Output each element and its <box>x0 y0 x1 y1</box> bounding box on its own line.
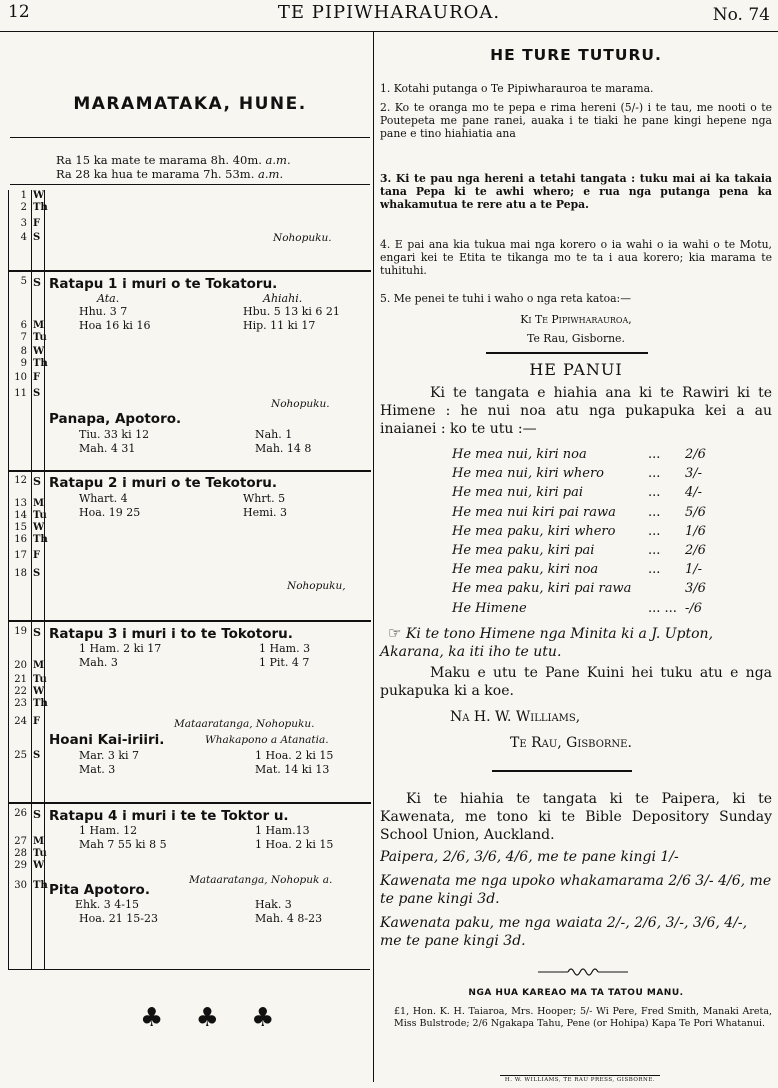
lesson: 1 Ham.13 <box>255 824 310 837</box>
subscriptions-list: £1, Hon. K. H. Taiaroa, Mrs. Hooper; 5/- Wi Pere, Fred Smith, Manaki Areta, Miss Bulstrode; 2/6 Ngakapa Tahu, Pene (or Hohipa) Kapa Te Pori Whatanui. <box>394 1006 772 1029</box>
day-number: 25 <box>14 750 27 761</box>
day-letter: F <box>33 372 41 383</box>
divider <box>10 137 370 138</box>
item-price: 3/- <box>685 466 703 482</box>
bible-intro: Ki te hiahia te tangata ki te Paipera, ki te Kawenata, me tono ki te Bible Depository Sunday School Union, Auckland. <box>380 791 772 843</box>
lesson: Mat. 14 ki 13 <box>255 763 330 776</box>
address-line: Ki Te Pipiwharauroa, <box>520 313 632 326</box>
lesson: Hemi. 3 <box>243 506 288 519</box>
day-number: 7 <box>20 332 27 343</box>
lesson: Hbu. 5 13 ki 6 21 <box>243 305 340 318</box>
lesson: 1 Pit. 4 7 <box>259 656 310 669</box>
event-title: Hoani Kai-iriiri. <box>49 732 165 748</box>
day-number: 30 <box>14 880 27 891</box>
item-price: 2/6 <box>685 543 706 558</box>
day-number: 26 <box>14 808 27 819</box>
wavy-rule-ornament <box>538 965 628 979</box>
event-title: Pita Apotoro. <box>49 882 150 898</box>
event-title: Ratapu 1 i muri o te Tokatoru. <box>49 276 278 292</box>
day-letter: S <box>33 568 41 579</box>
lesson: Nah. 1 <box>255 428 293 441</box>
item-price: 3/6 <box>685 581 706 597</box>
price-row <box>452 523 706 539</box>
leader-dots: ... <box>648 504 661 520</box>
moon-phase-2: Ra 28 ka hua te marama 7h. 53m. a.m. <box>56 167 284 181</box>
rule-2: 2. Ko te oranga mo te pepa e rima hereni (5/-) i te tau, me nooti o te Poutepeta me pane ranei, auaka i te tiaki he pane kingi hepene nga pane e tino hiahiatia ana <box>380 101 772 140</box>
rules-title: HE TURE TUTURU. <box>490 46 662 64</box>
divider <box>492 770 632 772</box>
day-number: 13 <box>14 498 27 509</box>
lesson: 1 Ham. 2 ki 17 <box>79 642 162 655</box>
day-number: 28 <box>14 848 27 859</box>
signature-place: Te Rau, Gisborne. <box>510 735 632 751</box>
day-number: 18 <box>14 568 27 579</box>
lesson: Mah 7 55 ki 8 5 <box>79 838 167 851</box>
day-number: 14 <box>14 510 27 521</box>
day-number: 5 <box>20 276 27 287</box>
club-ornament-icon: ♣ ♣ ♣ <box>140 1003 287 1033</box>
week-separator <box>9 270 371 272</box>
leader-dots: ... <box>648 543 661 558</box>
event-title: Ratapu 4 i muri i te te Toktor u. <box>49 808 289 824</box>
leader-dots: ... <box>648 562 661 578</box>
day-letter: M <box>33 660 45 671</box>
item-name: He mea paku, kiri whero <box>452 523 616 539</box>
day-letter: W <box>33 346 45 357</box>
item-name: He Himene <box>452 600 527 616</box>
lesson: Ehk. 3 4-15 <box>75 898 139 911</box>
evening-label: Ahiahi. <box>263 292 303 305</box>
note-nohopuku: Nohopuku, <box>287 580 346 592</box>
price-row <box>452 562 703 578</box>
day-number: 29 <box>14 860 27 871</box>
day-number: 6 <box>20 320 27 331</box>
day-number: 20 <box>14 660 27 671</box>
event-title: Ratapu 3 i muri i to te Tokotoru. <box>49 626 293 642</box>
day-letter: Th <box>33 358 48 369</box>
day-number: 27 <box>14 836 27 847</box>
rule-3: 3. Ki te pau nga hereni a tetahi tangata : tuku mai ai ka takaia tana Pepa ki te awhi whero; e rua nga putanga pena ka whakamutua te rere atu a te Pepa. <box>380 172 772 211</box>
page-number: 12 <box>8 2 30 22</box>
notice-title: HE PANUI <box>529 360 623 379</box>
lesson: Mah. 3 <box>79 656 118 669</box>
day-number: 10 <box>14 372 27 383</box>
subscriptions-title: NGA HUA KAREAO MA TA TATOU MANU. <box>468 988 684 998</box>
day-letter: F <box>33 550 41 561</box>
item-name: He mea nui kiri pai rawa <box>452 504 616 520</box>
note-nohopuku: Nohopuku. <box>271 398 330 410</box>
day-number: 2 <box>20 202 27 213</box>
lesson: Mar. 3 ki 7 <box>79 749 140 762</box>
testament-price: Kawenata me nga upoko whakamarama 2/6 3/- 4/6, me te pane kingi 3d. <box>380 873 772 907</box>
minister-note: ☞ Ki te tono Himene nga Minita ki a J. Upton, Akarana, ka iti iho te utu. <box>380 624 714 660</box>
day-letter: Th <box>33 534 48 545</box>
day-number: 3 <box>20 218 27 229</box>
small-testament-price: Kawenata paku, me nga waiata 2/-, 2/6, 3/-, 3/6, 4/-, me te pane kingi 3d. <box>380 915 748 949</box>
leader-dots: ... <box>648 485 661 501</box>
divider <box>10 184 370 185</box>
issue-number: No. 74 <box>712 5 770 25</box>
day-letter: Th <box>33 698 48 709</box>
day-number: 24 <box>14 716 27 727</box>
price-row <box>452 543 706 558</box>
lesson: Hoa. 19 25 <box>79 506 141 519</box>
rule-4: 4. E pai ana kia tukua mai nga korero o ia wahi o ia wahi o te Motu, engari kei te Etita te tikanga mo te ta i aua korero; kia marama te tuhituhi. <box>380 238 772 277</box>
item-name: He mea nui, kiri whero <box>452 466 605 482</box>
moon-phase-1: Ra 15 ka mate te marama 8h. 40m. a.m. <box>56 153 291 167</box>
item-price: 2/6 <box>685 447 706 462</box>
price-row <box>452 466 703 482</box>
day-letter: S <box>33 750 41 761</box>
page-header <box>0 0 778 32</box>
lesson: Mah. 4 8-23 <box>255 912 323 925</box>
day-letter: F <box>33 716 41 727</box>
price-row <box>452 485 703 501</box>
day-number: 11 <box>14 388 27 399</box>
lesson: 1 Hoa. 2 ki 15 <box>255 838 334 851</box>
item-name: He mea paku, kiri noa <box>452 562 599 578</box>
rule-1: 1. Kotahi putanga o Te Pipiwharauroa te marama. <box>380 82 654 95</box>
day-number: 12 <box>14 475 27 486</box>
lesson: Mah. 4 31 <box>79 442 136 455</box>
note-mataaratanga: Mataaratanga, Nohopuku. <box>174 718 315 730</box>
lesson: 1 Hoa. 2 ki 15 <box>255 749 334 762</box>
column-rule <box>31 190 32 970</box>
day-letter: W <box>33 190 45 201</box>
lesson: Hoa. 21 15-23 <box>79 912 158 925</box>
day-letter: S <box>33 232 41 243</box>
note-nohopuku: Nohopuku. <box>273 232 332 244</box>
lesson: Tiu. 33 ki 12 <box>79 428 150 441</box>
morning-label: Ata. <box>97 292 120 305</box>
day-number: 19 <box>14 626 27 637</box>
day-letter: Tu <box>33 848 47 859</box>
item-name: He mea paku, kiri pai rawa <box>452 581 632 597</box>
item-price: 4/- <box>685 485 703 501</box>
day-letter: Tu <box>33 332 47 343</box>
lesson: 1 Ham. 12 <box>79 824 138 837</box>
note-whakapono: Whakapono a Atanatia. <box>205 734 329 746</box>
day-letter: Th <box>33 880 48 891</box>
lesson: Mat. 3 <box>79 763 116 776</box>
day-number: 1 <box>20 190 27 201</box>
week-separator <box>9 470 371 472</box>
day-letter: S <box>33 475 41 488</box>
day-letter: Tu <box>33 674 47 685</box>
leader-dots: ... ... <box>648 600 677 616</box>
price-row <box>452 600 703 616</box>
day-letter: S <box>33 808 41 821</box>
note-mataaratanga: Mataaratanga, Nohopuk a. <box>189 874 333 886</box>
notice-intro: Ki te tangata e hiahia ana ki te Rawiri ki te Himene : he nui noa atu nga pukapuka kei a au inaianei : ko te utu :— <box>380 385 772 437</box>
price-row <box>452 447 706 462</box>
lesson: Hak. 3 <box>255 898 292 911</box>
price-row <box>452 581 706 597</box>
column-divider <box>373 32 374 1082</box>
rule-5: 5. Me penei te tuhi i waho o nga reta katoa:— <box>380 292 631 305</box>
day-letter: F <box>33 218 41 229</box>
printer-imprint: H. W. WILLIAMS, TE RAU PRESS, GISBORNE. <box>500 1075 660 1083</box>
price-row <box>452 504 706 520</box>
address-line: Te Rau, Gisborne. <box>527 332 625 345</box>
day-number: 15 <box>14 522 27 533</box>
item-name: He mea paku, kiri pai <box>452 543 595 558</box>
item-price: 1/6 <box>685 523 706 539</box>
day-letter: S <box>33 626 41 639</box>
lesson: Hip. 11 ki 17 <box>243 319 316 332</box>
day-number: 17 <box>14 550 27 561</box>
day-letter: M <box>33 498 45 509</box>
week-separator <box>9 620 371 622</box>
lesson: Hhu. 3 7 <box>79 305 128 318</box>
signature-name: Na H. W. Williams, <box>450 709 581 725</box>
calendar-table <box>8 190 370 970</box>
bible-price: Paipera, 2/6, 3/6, 4/6, me te pane kingi 1/- <box>380 849 679 865</box>
day-letter: Th <box>33 202 48 213</box>
stamp-note: Maku e utu te Pane Kuini hei tuku atu e nga pukapuka ki a koe. <box>380 665 772 699</box>
day-number: 8 <box>20 346 27 357</box>
day-letter: S <box>33 388 41 399</box>
day-letter: W <box>33 860 45 871</box>
week-separator <box>9 802 371 804</box>
item-price: 1/- <box>685 562 703 578</box>
lesson: 1 Ham. 3 <box>259 642 311 655</box>
pointing-hand-icon: ☞ <box>388 624 402 642</box>
item-price: -/6 <box>685 600 703 616</box>
lesson: Whart. 4 <box>79 492 128 505</box>
day-letter: W <box>33 522 45 533</box>
day-number: 21 <box>14 674 27 685</box>
calendar-title: MARAMATAKA, HUNE. <box>73 94 307 114</box>
divider <box>486 352 648 354</box>
item-price: 5/6 <box>685 504 706 520</box>
day-letter: M <box>33 836 45 847</box>
leader-dots: ... <box>648 523 661 539</box>
event-title: Panapa, Apotoro. <box>49 411 182 427</box>
day-number: 4 <box>20 232 27 243</box>
lesson: Whrt. 5 <box>243 492 286 505</box>
day-letter: Tu <box>33 510 47 521</box>
day-number: 23 <box>14 698 27 709</box>
leader-dots: ... <box>648 447 661 462</box>
item-name: He mea nui, kiri pai <box>452 485 584 501</box>
day-number: 9 <box>20 358 27 369</box>
day-number: 22 <box>14 686 27 697</box>
day-letter: W <box>33 686 45 697</box>
leader-dots: ... <box>648 466 661 482</box>
event-title: Ratapu 2 i muri o te Tekotoru. <box>49 475 277 491</box>
lesson: Hoa 16 ki 16 <box>79 319 151 332</box>
day-letter: M <box>33 320 45 331</box>
day-number: 16 <box>14 534 27 545</box>
newspaper-title: TE PIPIWHARAUROA. <box>277 2 501 23</box>
lesson: Mah. 14 8 <box>255 442 312 455</box>
item-name: He mea nui, kiri noa <box>452 447 587 462</box>
day-letter: S <box>33 276 41 289</box>
